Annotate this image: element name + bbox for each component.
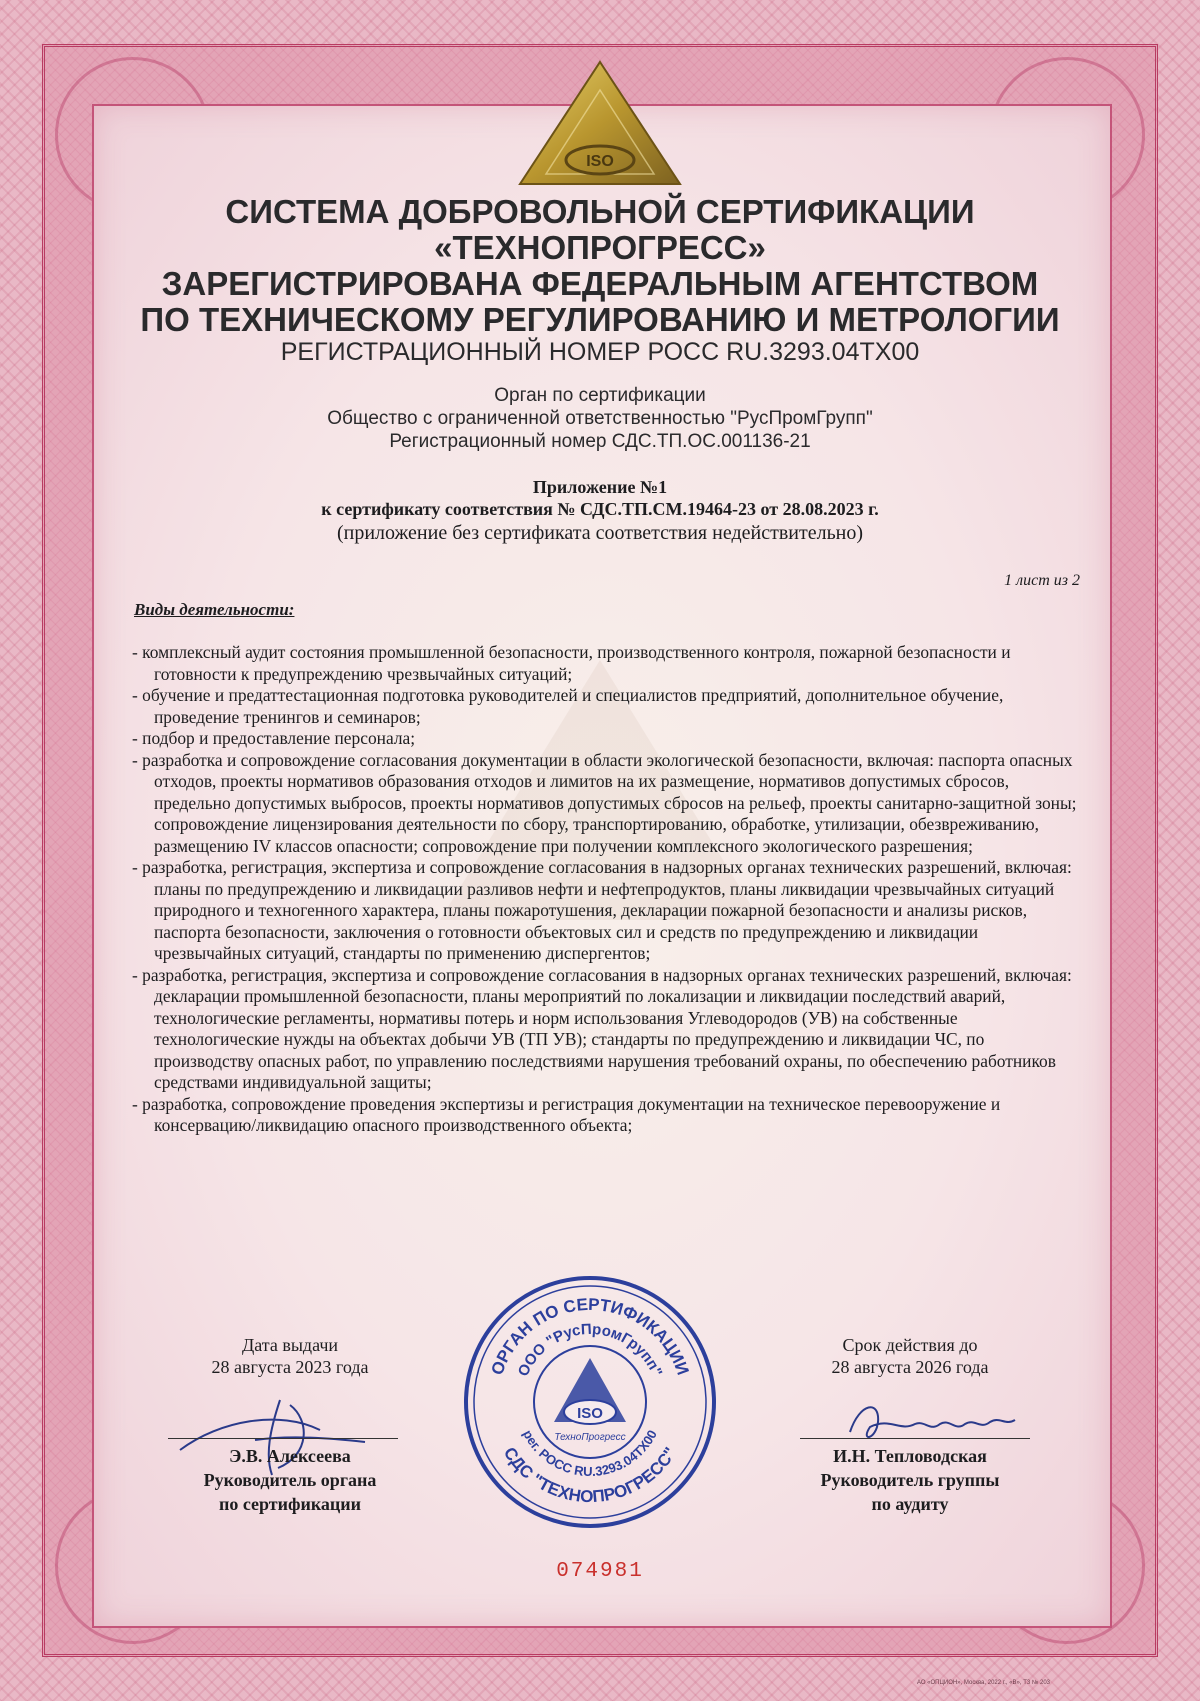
signature-line-left xyxy=(168,1438,398,1439)
issue-date-label: Дата выдачи xyxy=(241,1335,339,1355)
registered-line1: ЗАРЕГИСТРИРОВАНА ФЕДЕРАЛЬНЫМ АГЕНТСТВОМ xyxy=(161,265,1039,302)
organization-stamp xyxy=(460,1272,720,1532)
signature-right-icon xyxy=(840,1392,1020,1452)
stamp-ring-company: ООО "РусПромГрупп" xyxy=(514,1320,666,1380)
activity-item: - разработка и сопровождение согласования документации в области экологической безопасности, включая: паспорта опасных отходов, проекты нормативов образования отходов и лимитов на их размещение, нормативов допустимых сбросов, предельно допустимых выбросов, проекты нормативов допустимых сбросов на рельеф, проекты санитарно-защитной зоны; сопровождение лицензирования деятельности по сбору, транспортированию, обработке, утилизации, обезвреживанию, размещению IV классов опасности; сопровождение при получении комплексного экологического разрешения; xyxy=(132,749,1077,856)
system-title-line2: «ТЕХНОПРОГРЕСС» xyxy=(434,229,766,266)
validity-label: Срок действия до xyxy=(842,1335,978,1355)
registration-number: РЕГИСТРАЦИОННЫЙ НОМЕР РОСС RU.3293.04ТХ00 xyxy=(280,338,920,366)
auditor-block xyxy=(770,1444,1050,1516)
auditor-role-line2: по аудиту xyxy=(871,1494,949,1514)
validity-date: 28 августа 2026 года xyxy=(831,1357,989,1377)
auditor-name: И.Н. Тепловодская xyxy=(833,1446,987,1466)
system-title xyxy=(100,194,1100,338)
hologram-emblem-icon xyxy=(518,60,682,186)
stamp-ring-bottom: СДС "ТЕХНОПРОГРЕСС" xyxy=(499,1443,681,1507)
stamp-ring-reg: рег. РОСС RU.3293.04ТХ00 xyxy=(520,1427,660,1480)
system-title-line1: СИСТЕМА ДОБРОВОЛЬНОЙ СЕРТИФИКАЦИИ xyxy=(225,193,975,230)
issue-date: 28 августа 2023 года xyxy=(211,1357,369,1377)
registered-line2: ПО ТЕХНИЧЕСКОМУ РЕГУЛИРОВАНИЮ И МЕТРОЛОГИИ xyxy=(140,301,1060,338)
activity-item: - подбор и предоставление персонала; xyxy=(132,728,416,748)
signature-line-right xyxy=(800,1438,1030,1439)
section-title: Виды деятельности: xyxy=(134,600,295,619)
issuer-role-line1: Руководитель органа xyxy=(203,1470,377,1490)
printer-note: АО «ОПЦИОН», Москва, 2022 г., «В», Т3 № 203 xyxy=(916,1680,1050,1686)
stamp-center-logo: ISO xyxy=(577,1405,603,1422)
certification-body-label: Орган по сертификации xyxy=(494,385,706,406)
serial-number: 074981 xyxy=(556,1560,644,1583)
activity-item: - разработка, регистрация, экспертиза и сопровождение согласования в надзорных органах технических разрешений, включая: планы по предупреждению и ликвидации разливов нефти и нефтепродуктов, планы ликвидации чрезвычайных ситуаций природного и техногенного характера, планы пожаротушения, декларации пожарной безопасности и анализы рисков, паспорта безопасности, заключения о готовности объектовых сил и средств по предупреждению и ликвидации чрезвычайных ситуаций, стандарты по применению диспергентов; xyxy=(132,857,1072,963)
issuer-role-line2: по сертификации xyxy=(218,1494,362,1514)
issue-date-block xyxy=(150,1334,430,1378)
certificate-reference: к сертификату соответствия № СДС.ТП.СМ.19464-23 от 28.08.2023 г. xyxy=(321,499,879,519)
sheet-number: 1 лист из 2 xyxy=(1004,572,1080,589)
certification-body-registration: Регистрационный номер СДС.ТП.ОС.001136-21 xyxy=(389,431,811,452)
activities-list xyxy=(132,642,1082,1137)
annex-note: (приложение без сертификата соответствия недействительно) xyxy=(336,522,864,544)
certification-body-name: Общество с ограниченной ответственностью "РусПромГрупп" xyxy=(327,408,873,429)
auditor-role-line1: Руководитель группы xyxy=(820,1470,1000,1490)
certification-body xyxy=(100,384,1100,453)
svg-text:ISO: ISO xyxy=(586,153,614,170)
annex-header xyxy=(100,476,1100,520)
stamp-ring-top: ОРГАН ПО СЕРТИФИКАЦИИ xyxy=(487,1294,693,1378)
activity-item: - комплексный аудит состояния промышленной безопасности, производственного контроля, пожарной безопасности и готовности к предупреждению чрезвычайных ситуаций; xyxy=(132,642,1011,684)
issuer-name: Э.В. Алексеева xyxy=(229,1446,351,1466)
activity-item: - разработка, регистрация, экспертиза и сопровождение согласования в надзорных органах технических разрешений, включая: декларации промышленной безопасности, планы мероприятий по локализации и ликвидации последствий аварий, технологические регламенты, нормативы потерь и норм использования Углеводородов (УВ) на собственные технологические нужды на объектах добычи УВ (ТП УВ); стандарты по предупреждению и ликвидации ЧС, по производству опасных работ, по управлению последствиями нарушения требований охраны, по обеспечению работников средствами индивидуальной защиты; xyxy=(132,964,1072,1092)
stamp-center-sub: ТехноПрогресс xyxy=(554,1432,626,1443)
issuer-block xyxy=(150,1444,430,1516)
activity-item: - обучение и предаттестационная подготовка руководителей и специалистов предприятий, дополнительное обучение, проведение тренингов и семинаров; xyxy=(132,685,1004,727)
validity-block xyxy=(770,1334,1050,1378)
annex-title: Приложение №1 xyxy=(532,477,668,497)
activity-item: - разработка, сопровождение проведения экспертизы и регистрация документации на техническое перевооружение и консервацию/ликвидацию опасного производственного объекта; xyxy=(132,1093,1001,1135)
